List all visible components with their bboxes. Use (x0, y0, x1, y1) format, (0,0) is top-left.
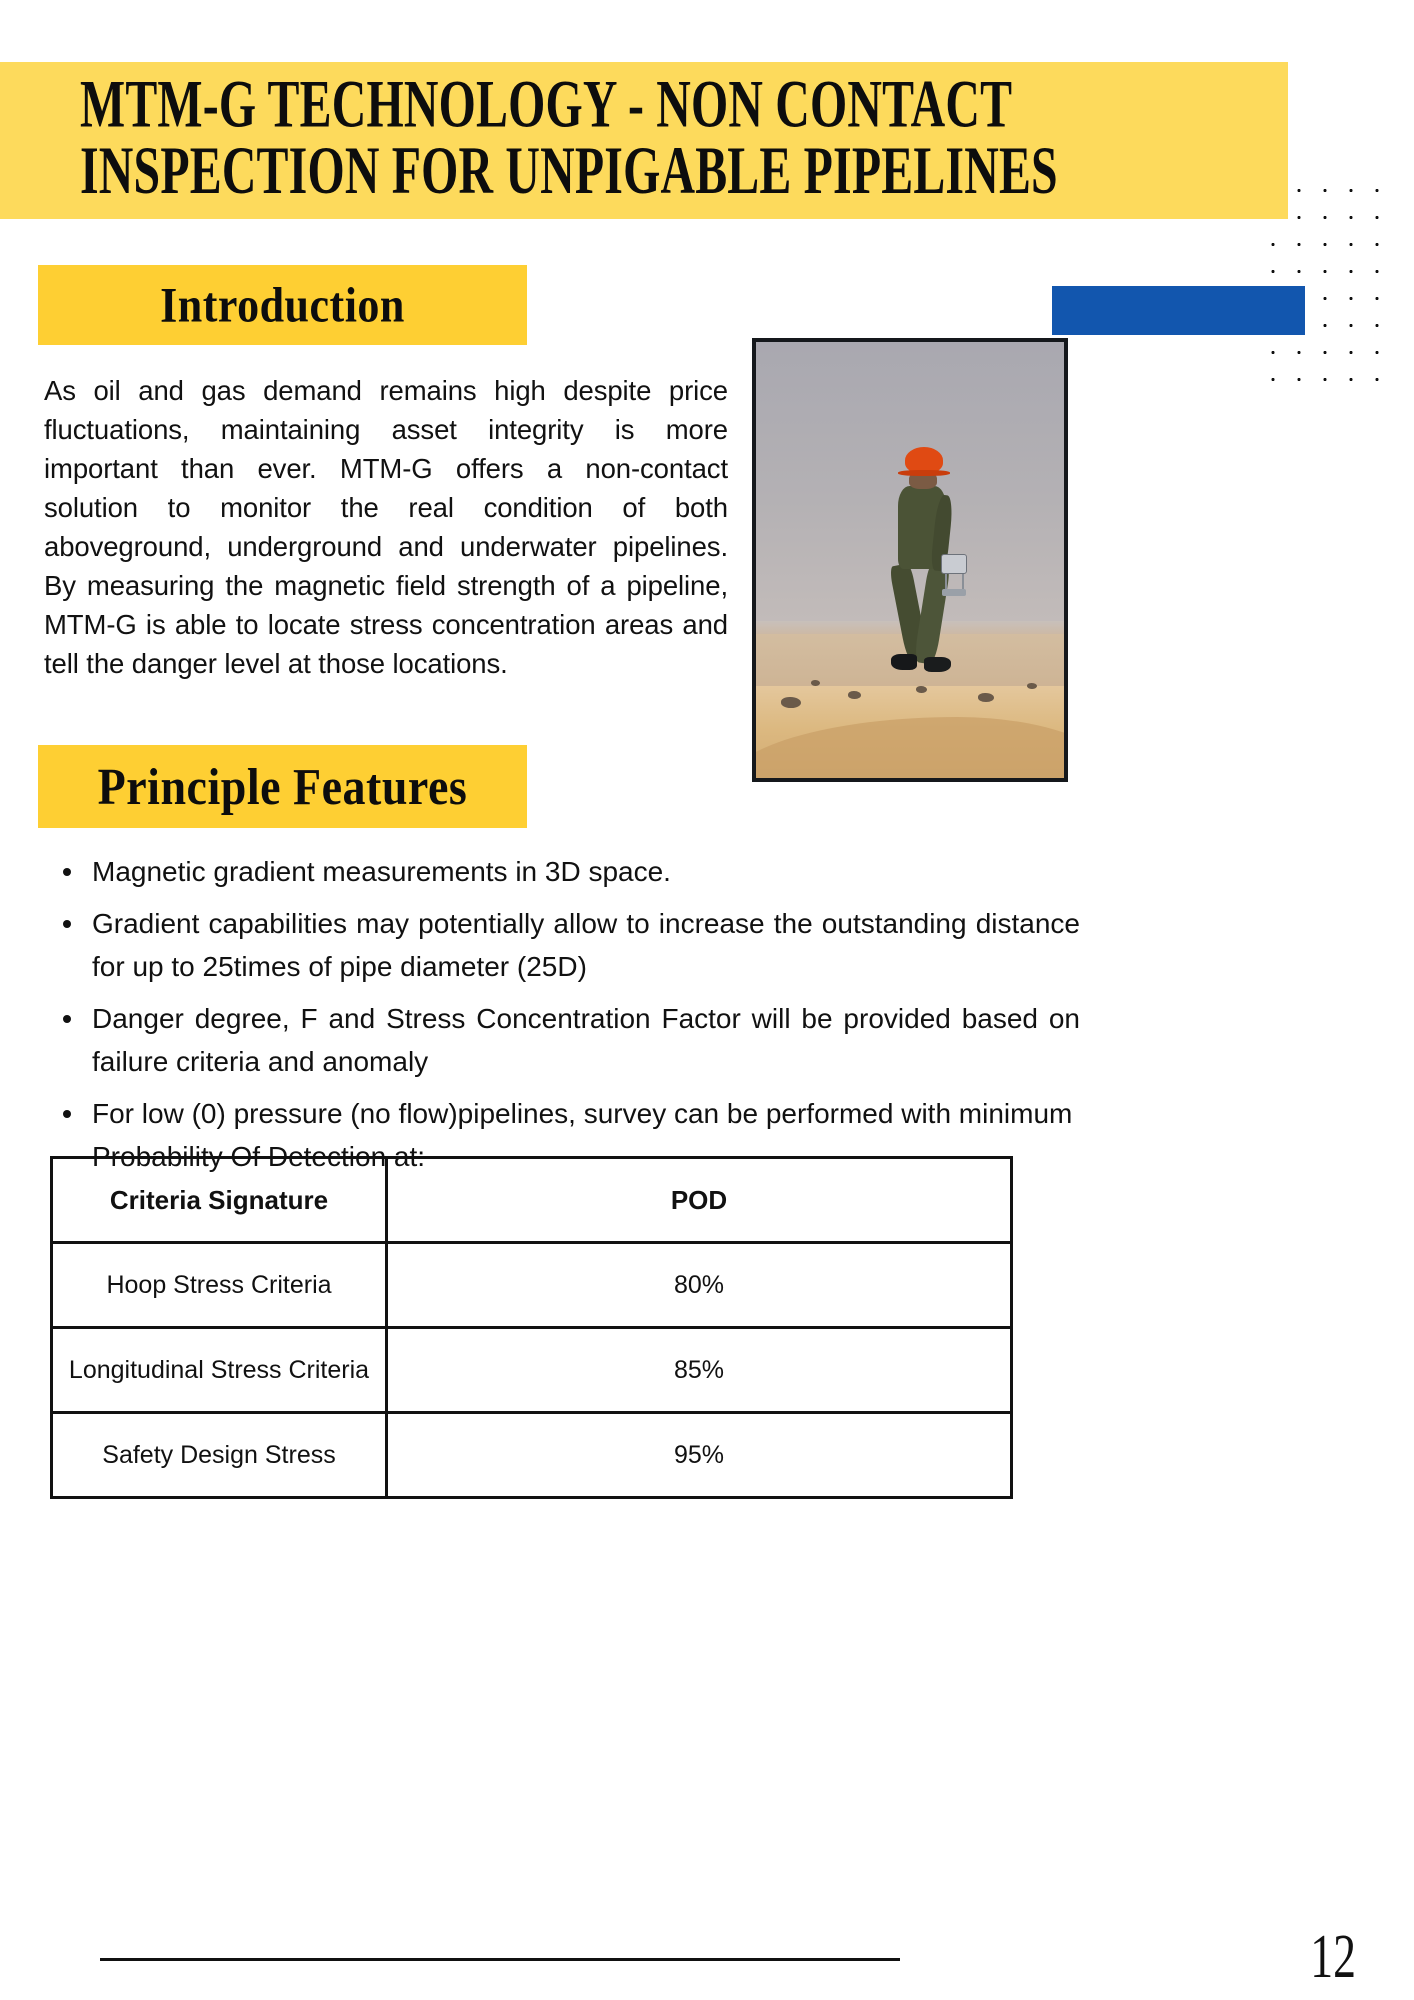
list-item (50, 902, 1080, 988)
photo-worker (879, 447, 965, 691)
list-item (50, 850, 1080, 893)
photo-rock (848, 691, 861, 699)
worker-front-boot (924, 657, 951, 673)
scanner-base (942, 589, 966, 595)
photo-rock (1027, 683, 1037, 689)
table-header-pod: POD (387, 1158, 1012, 1243)
worker-hard-hat-brim (898, 470, 950, 476)
list-item-text: For low (0) pressure (no flow)pipelines, survey can be performed with minimum Probability Of Detection at: (92, 1098, 1073, 1172)
table-cell-criteria: Safety Design Stress (52, 1413, 387, 1498)
mtm-g-scanner-device (941, 554, 967, 574)
blue-accent-block (1052, 286, 1305, 335)
photo-rock (781, 697, 801, 708)
page-title (80, 68, 1120, 210)
table-header-row (52, 1158, 1012, 1243)
section-heading-introduction-label: Introduction (160, 277, 405, 333)
table-cell-pod: 80% (387, 1243, 1012, 1328)
section-heading-principle-features (38, 745, 527, 828)
page-number: 12 (1310, 1923, 1356, 1992)
section-heading-introduction (38, 265, 527, 345)
table-cell-pod: 85% (387, 1328, 1012, 1413)
section-heading-principle-features-label: Principle Features (97, 757, 468, 816)
photo-rock (978, 693, 994, 702)
pod-criteria-table (50, 1156, 1013, 1499)
table-row (52, 1243, 1012, 1328)
worker-back-boot (891, 654, 917, 670)
page-title-line-2: INSPECTION FOR UNPIGABLE PIPELINES (80, 135, 1058, 210)
table-row (52, 1328, 1012, 1413)
scanner-leg (945, 574, 948, 591)
table-header-criteria-signature: Criteria Signature (52, 1158, 387, 1243)
list-item-text: Gradient capabilities may potentially allow to increase the outstanding distance for up to 25times of pipe diameter (25D) (92, 908, 1080, 982)
list-item (50, 997, 1080, 1083)
field-inspection-photo (752, 338, 1068, 782)
table-cell-criteria: Hoop Stress Criteria (52, 1243, 387, 1328)
table-row (52, 1413, 1012, 1498)
table-cell-criteria: Longitudinal Stress Criteria (52, 1328, 387, 1413)
principle-features-list (50, 850, 1080, 1187)
table-cell-pod: 95% (387, 1413, 1012, 1498)
list-item-text: Danger degree, F and Stress Concentration Factor will be provided based on failure criteria and anomaly (92, 1003, 1080, 1077)
list-item-text: Magnetic gradient measurements in 3D space. (92, 856, 671, 887)
page-title-line-1: MTM-G TECHNOLOGY - NON CONTACT (80, 68, 1013, 143)
introduction-paragraph: As oil and gas demand remains high despite price fluctuations, maintaining asset integrity is more important than ever. MTM-G offers a non-contact solution to monitor the real condition of both aboveground, underground and underwater pipelines. By measuring the magnetic field strength of a pipeline, MTM-G is able to locate stress concentration areas and tell the danger level at those locations. (44, 375, 728, 679)
scanner-leg (962, 574, 965, 591)
footer-divider (100, 1958, 900, 1961)
